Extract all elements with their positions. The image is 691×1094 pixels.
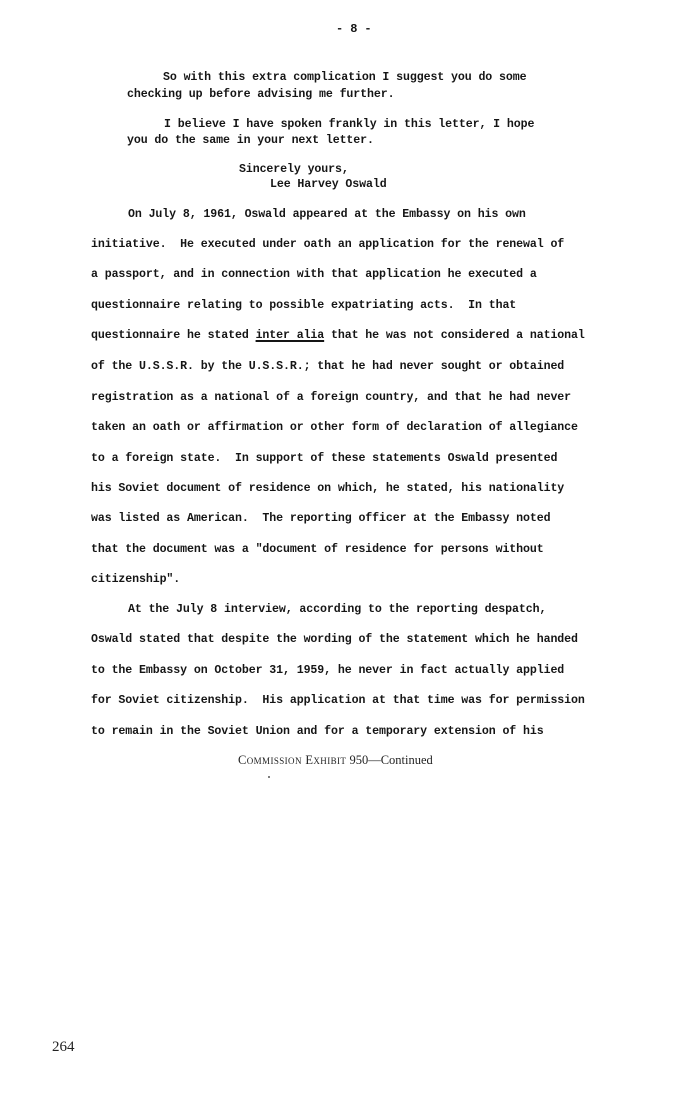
letter-p2-line2: you do the same in your next letter.	[127, 134, 374, 147]
letter-p2-line1: I believe I have spoken frankly in this letter, I hope	[164, 118, 535, 131]
letter-p1-line2: checking up before advising me further.	[127, 88, 395, 101]
page-number: 264	[52, 1039, 75, 1055]
caption-number: 950	[349, 753, 369, 767]
body-line-segment: that he was not considered a national	[324, 329, 585, 342]
body-line: was listed as American. The reporting officer at the Embassy noted	[91, 512, 551, 525]
caption-suffix: —Continued	[368, 753, 433, 767]
body-line: citizenship".	[91, 573, 181, 586]
body-line: initiative. He executed under oath an application for the renewal of	[91, 238, 565, 251]
body-line: to remain in the Soviet Union and for a temporary extension of his	[91, 725, 544, 738]
body-line: for Soviet citizenship. His application at that time was for permission	[91, 694, 585, 707]
body-line: a passport, and in connection with that application he executed a	[91, 268, 537, 281]
inter-alia-underlined: inter alia	[255, 329, 325, 342]
body-line-segment: questionnaire he stated	[91, 329, 256, 342]
body-line: At the July 8 interview, according to the reporting despatch,	[128, 603, 547, 616]
page-marker: - 8 -	[336, 22, 372, 36]
body-line: that the document was a "document of residence for persons without	[91, 543, 544, 556]
body-line-with-emphasis	[91, 329, 585, 342]
body-line: to a foreign state. In support of these statements Oswald presented	[91, 452, 558, 465]
body-line: of the U.S.S.R. by the U.S.S.R.; that he had never sought or obtained	[91, 360, 565, 373]
body-line: to the Embassy on October 31, 1959, he never in fact actually applied	[91, 664, 565, 677]
exhibit-caption	[238, 753, 433, 768]
letter-p1-line1: So with this extra complication I suggest you do some	[163, 71, 527, 84]
body-line: registration as a national of a foreign country, and that he had never	[91, 391, 572, 404]
scan-speck	[268, 776, 270, 778]
body-line: questionnaire relating to possible expatriating acts. In that	[91, 299, 517, 312]
caption-label: Commission Exhibit	[238, 753, 347, 767]
body-line: his Soviet document of residence on which, he stated, his nationality	[91, 482, 565, 495]
body-line: Oswald stated that despite the wording of the statement which he handed	[91, 633, 578, 646]
closing: Sincerely yours,	[239, 163, 349, 176]
body-line: taken an oath or affirmation or other form of declaration of allegiance	[91, 421, 578, 434]
body-line: On July 8, 1961, Oswald appeared at the Embassy on his own	[128, 208, 526, 221]
signature-name: Lee Harvey Oswald	[270, 178, 387, 191]
